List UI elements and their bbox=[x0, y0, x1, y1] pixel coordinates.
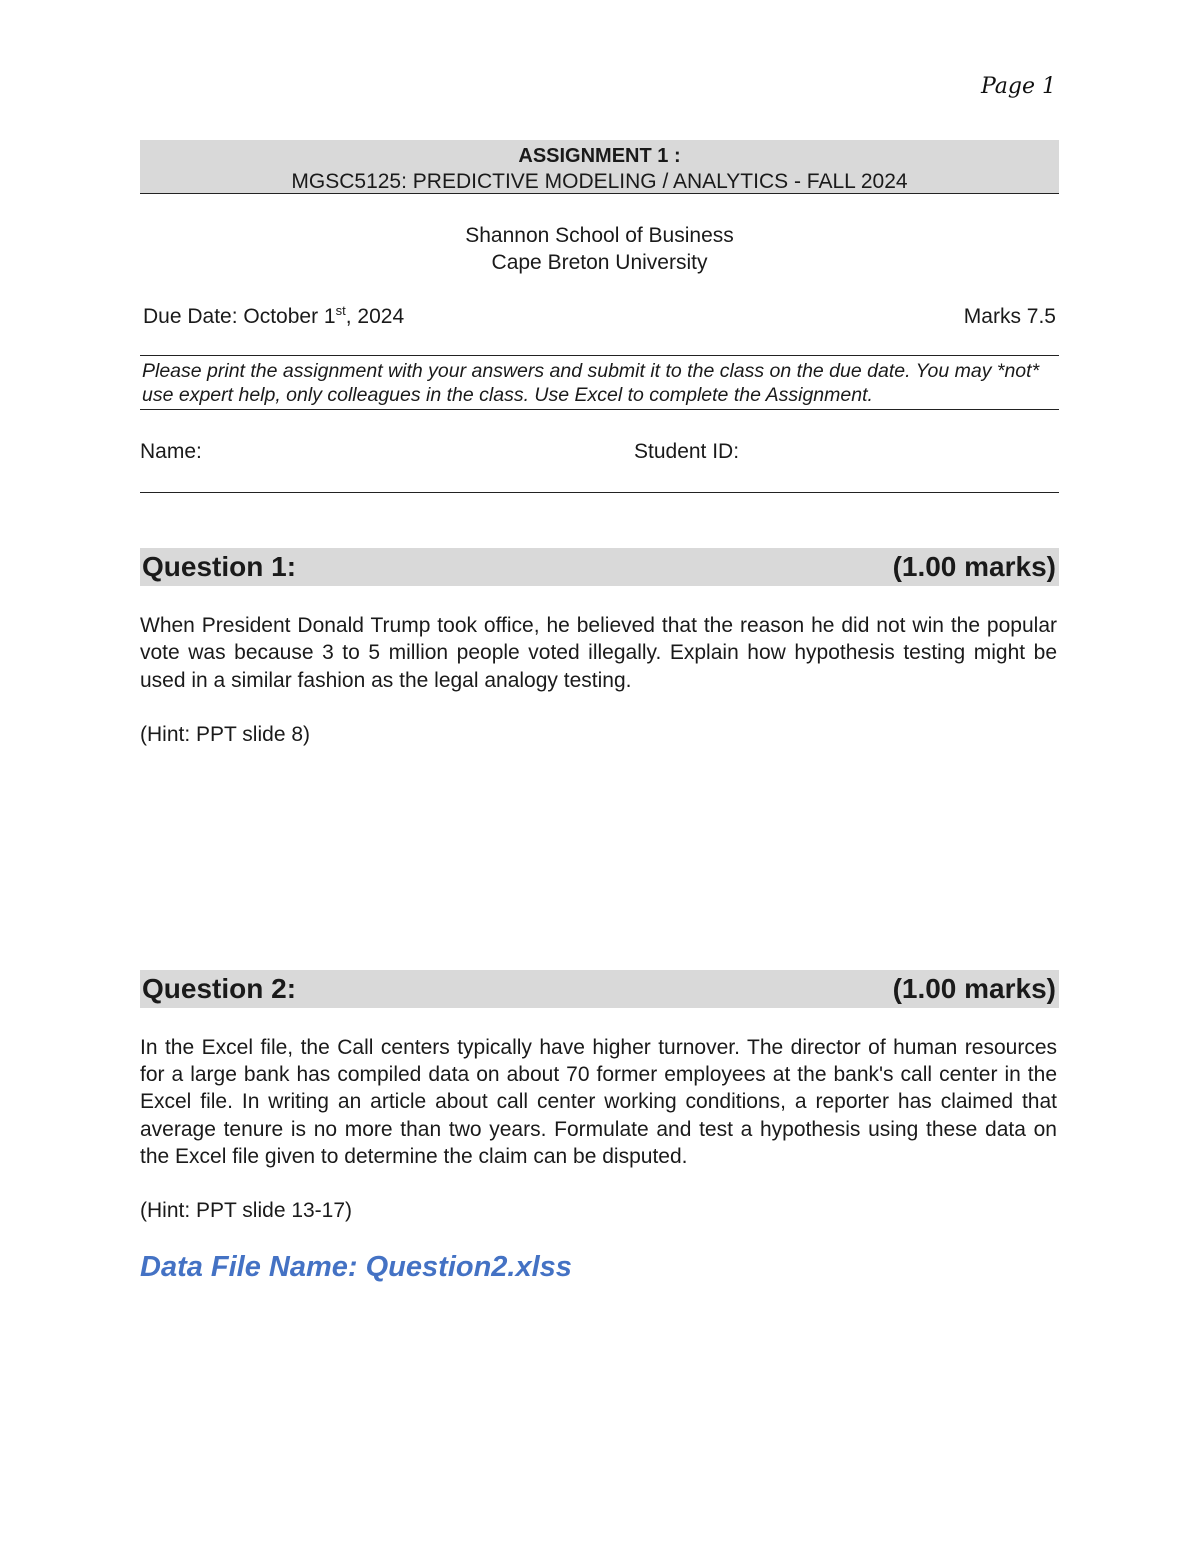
due-date-ordinal: st bbox=[335, 303, 346, 318]
question-1-marks: (1.00 marks) bbox=[892, 551, 1056, 582]
question-1-heading bbox=[140, 548, 1059, 586]
question-1-title: Question 1: bbox=[142, 551, 297, 582]
data-file-name: Data File Name: Question2.xlss bbox=[140, 1251, 572, 1284]
due-date-year: , 2024 bbox=[345, 305, 405, 328]
question-2-text: In the Excel file, the Call centers typically have higher turnover. The director of human resources for a large bank has compiled data on about 70 former employees at the bank's call center in the Excel file. In writing an article about call center working conditions, a reporter has claimed that average tenure is no more than two years. Formulate and test a hypothesis using these data on the Excel file given to determine the claim can be disputed. bbox=[140, 1035, 1057, 1169]
due-date-row bbox=[140, 303, 1059, 330]
question-2-title: Question 2: bbox=[142, 972, 297, 1004]
question-2-marks: (1.00 marks) bbox=[892, 972, 1056, 1004]
institution-block bbox=[140, 222, 1059, 276]
question-2-hint: (Hint: PPT slide 13-17) bbox=[140, 1199, 353, 1223]
assignment-title: ASSIGNMENT 1 : bbox=[518, 145, 681, 167]
instructions-text: Please print the assignment with your answers and submit it to the class on the due date. You may *not* use expert help, only colleagues in the class. Use Excel to complete the Assignment. bbox=[140, 355, 1059, 410]
document-body bbox=[140, 140, 1059, 1284]
question-2-heading bbox=[140, 970, 1059, 1008]
total-marks: Marks 7.5 bbox=[963, 305, 1056, 328]
assignment-header bbox=[140, 140, 1059, 194]
student-id-label: Student ID: bbox=[634, 440, 740, 463]
school-name: Shannon School of Business bbox=[465, 224, 734, 247]
question-1-text: When President Donald Trump took office, he believed that the reason he did not win the popular vote was because 3 to 5 million people voted illegally. Explain how hypothesis testing might be used in a similar fashion as the legal analogy testing. bbox=[140, 614, 1057, 692]
due-date bbox=[143, 303, 404, 330]
due-date-prefix: Due Date: October 1 bbox=[143, 305, 336, 328]
student-info-row bbox=[140, 438, 1059, 493]
page-number: Page 1 bbox=[980, 74, 1056, 99]
name-label: Name: bbox=[140, 440, 202, 463]
course-title: MGSC5125: PREDICTIVE MODELING / ANALYTICS - FALL 2024 bbox=[291, 170, 908, 193]
question-1-hint: (Hint: PPT slide 8) bbox=[140, 722, 310, 746]
university-name: Cape Breton University bbox=[491, 251, 708, 274]
